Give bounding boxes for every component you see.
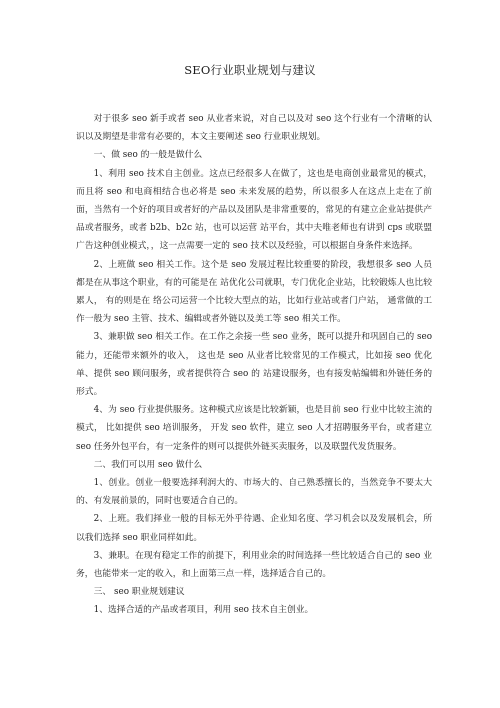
body-paragraph: 2、上班做 seo 相关工作。这个是 seo 发展过程比较重要的阶段，我想很多 seo 人员都是在从事这个职业，有的可能是在 站优化公司就职，专门优化企业站，比较锻炼人也比较累人， 有的则是在 络公司运营一个比较大型点的站，比如行业站或者门户站， 通常做的工作一般为 seo 主管、技术、编辑或者外链以及美工等 seo 相关工作。 xyxy=(76,259,432,325)
section-heading-3: 三、 seo 职业规划建议 xyxy=(93,587,185,598)
body-paragraph: 4、为 seo 行业提供服务。这种模式应该是比较新颖，也是目前 seo 行业中比较主流的模式， 比如提供 seo 培训服务， 开发 seo 软件，建立 seo 人才招聘服务平台，或者建立 seo 任务外包平台，有一定条件的则可以提供外链买卖服务，以及联盟代发货服务。 xyxy=(76,405,432,452)
body-paragraph: 2、上班。我们择业一般的目标无外乎待遇、企业知名度、学习机会以及发展机会，所以我们选择 seo 职业同样如此。 xyxy=(76,514,432,543)
body-paragraph: 3、兼职。在现有稳定工作的前提下，利用业余的时间选择一些比较适合自己的 seo 业务，也能带来一定的收入，和上面第三点一样，选择适合自己的。 xyxy=(76,550,432,580)
body-paragraph: 3、兼职做 seo 相关工作。在工作之余接一些 seo 业务，既可以提升和巩固自己的 seo 能力，还能带来额外的收入， 这也是 seo 从业者比较常见的工作模式，比如接 seo 优化单、提供 seo 顾问服务，或者提供符合 seo 的 站建设服务，也有接发帖编辑和外链任务的形式。 xyxy=(76,332,432,398)
document-body xyxy=(76,110,432,620)
body-paragraph: 1、选择合适的产品或者项目，利用 seo 技术自主创业。 xyxy=(93,605,314,616)
section-heading-1: 一、做 seo 的一般是做什么 xyxy=(93,150,203,161)
section-heading-2: 二、我们可以用 seo 做什么 xyxy=(93,459,203,470)
intro-paragraph: 对于很多 seo 新手或者 seo 从业者来说，对自己以及对 seo 这个行业有一个清晰的认识以及期望是非常有必要的，本文主要阐述 seo 行业职业规划。 xyxy=(76,114,432,143)
document-title: SEO行业职业规划与建议 xyxy=(184,63,316,77)
body-paragraph: 1、创业。创业一般要选择利润大的、市场大的、自己熟悉擅长的，当然竞争不要太大的、有发展前景的，同时也要适合自己的。 xyxy=(76,478,432,507)
body-paragraph: 1、利用 seo 技术自主创业。这点已经很多人在做了，这也是电商创业最常见的模式，而且将 seo 和电商相结合也必将是 seo 未来发展的趋势，所以很多人在这点上走在了前面，当然有一个好的项目或者好的产品以及团队是非常重要的，常见的有建立企业站提供产品或者服务，或者 b2b、b2c 站，也可以运营 站平台，其中夫唯老师也有讲到 cps 或联盟广告这种创业模式，，这一点需要一定的 seo 技术以及经验，可以根据自身条件来选择。 xyxy=(76,168,432,252)
